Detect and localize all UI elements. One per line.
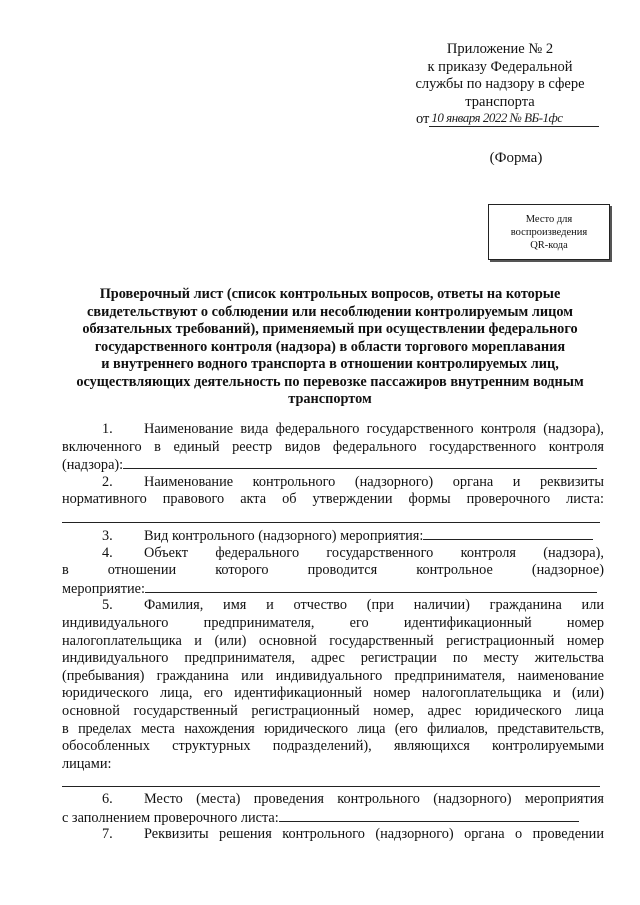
item-number: 1. [102, 421, 113, 437]
item-number: 4. [102, 544, 113, 561]
item-1-line-3: (надзора): [62, 456, 604, 474]
form-label: (Форма) [489, 150, 543, 166]
qr-box-line-3: QR-кода [530, 239, 568, 251]
item-5-line-6: юридического лица, его идентификационный номер налогоплательщика и (или) [62, 685, 604, 702]
title-line: Проверочный лист (список контрольных вопросов, ответы на которые [99, 286, 561, 302]
item-4-line-2: в отношении которого проводится контрольное (надзорное) [62, 562, 604, 579]
item-1-line-1: 1. Наименование вида федерального государственного контроля (надзора), [102, 421, 604, 437]
from-label: от [416, 111, 430, 128]
title-line: государственного контроля (надзора) в области торгового мореплавания [94, 338, 566, 355]
annex-line-1: Приложение № 2 [446, 41, 554, 57]
title-line: свидетельствуют о соблюдении или несоблюдении контролируемым лицом [87, 303, 573, 320]
document-body [62, 421, 604, 844]
fill-in-blank[interactable] [423, 527, 593, 540]
title-line: транспортом [288, 391, 372, 407]
item-number: 6. [102, 791, 113, 808]
qr-code-placeholder [488, 204, 610, 260]
item-5-line-2: индивидуального предпринимателя, его идентификационный номер [62, 614, 604, 631]
handwritten-signature-field [429, 110, 599, 128]
item-1-line-2: включенного в единый реестр видов федерального государственного контроля [62, 438, 604, 455]
order-underline [429, 126, 599, 127]
title-line: осуществляющих деятельность по перевозке пассажиров внутренним водным [76, 373, 584, 390]
qr-box-line-2: воспроизведения [510, 226, 588, 238]
fill-in-blank[interactable] [123, 456, 597, 469]
item-5-line-4: индивидуального предпринимателя, адрес регистрации по месту жительства [62, 650, 604, 667]
item-number: 7. [102, 826, 113, 843]
item-number: 3. [102, 527, 113, 544]
item-5-line-8: в пределах места нахождения юридического лица (его филиалов, представительств, [62, 720, 604, 737]
item-5-line-10: лицами: [62, 755, 112, 772]
fill-in-blank[interactable] [62, 773, 600, 787]
item-number: 2. [102, 473, 113, 490]
item-number: 5. [102, 597, 113, 614]
item-4-line-1: 4. Объект федерального государственного контроля (надзора), [102, 544, 604, 561]
item-5-line-3: налогоплательщика и (или) основной государственный регистрационный номер [62, 632, 604, 649]
annex-line-2: к приказу Федеральной [427, 58, 573, 75]
item-5-line-5: (пребывания) гражданина или индивидуального предпринимателя, наименование [62, 667, 604, 684]
item-6-line-2: с заполнением проверочного листа: [62, 809, 604, 827]
item-5-line-7: основной государственный регистрационный номер, адрес юридического лица [62, 702, 604, 719]
item-4-line-3: мероприятие: [62, 580, 604, 598]
handwritten-date-number: 10 января 2022 № ВБ-1фс [431, 110, 563, 126]
annex-header [400, 40, 600, 130]
item-7-line-1: 7. Реквизиты решения контрольного (надзорного) органа о проведении [102, 826, 604, 843]
item-2-line-2: нормативного правового акта об утверждении формы проверочного листа: [62, 491, 604, 508]
order-date-number [400, 110, 600, 130]
annex-line-4: транспорта [465, 93, 535, 110]
annex-line-3: службы по надзору в сфере [415, 76, 585, 93]
fill-in-blank[interactable] [145, 580, 597, 593]
item-2-line-1: 2. Наименование контрольного (надзорного) органа и реквизиты [102, 473, 604, 490]
title-line: и внутреннего водного транспорта в отношении контролируемых лиц, [101, 356, 559, 372]
fill-in-blank[interactable] [62, 509, 600, 523]
title-line: обязательных требований), применяемый при осуществлении федерального [82, 321, 578, 337]
document-title [58, 286, 602, 409]
item-5-line-9: обособленных структурных подразделений), являющихся контролируемыми [62, 738, 604, 755]
fill-in-blank[interactable] [279, 809, 579, 822]
item-5-line-1: 5. Фамилия, имя и отчество (при наличии) гражданина или [102, 597, 604, 614]
item-3-line-1: 3. Вид контрольного (надзорного) мероприятия: [62, 527, 604, 545]
qr-box-line-1: Место для [525, 213, 573, 225]
item-6-line-1: 6. Место (места) проведения контрольного (надзорного) мероприятия [102, 791, 604, 808]
